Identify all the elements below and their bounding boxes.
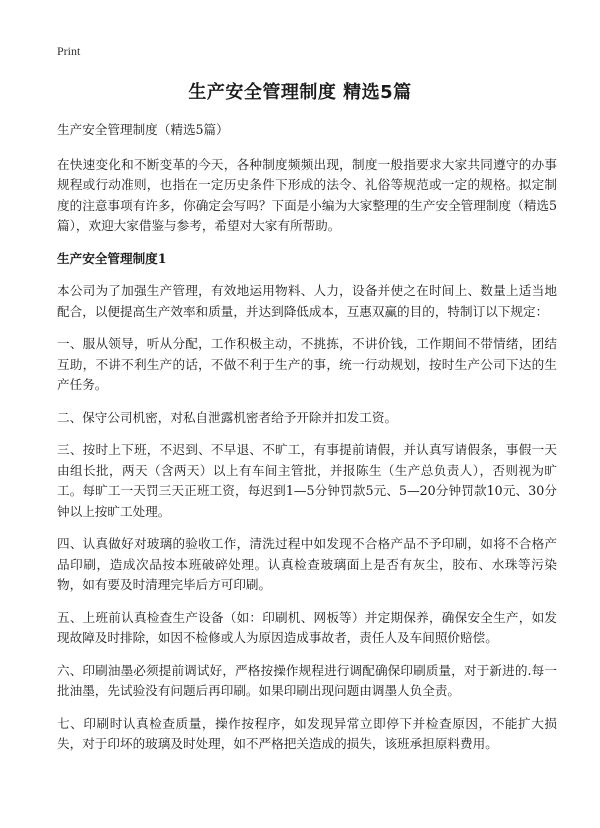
body-paragraph: 五、上班前认真检查生产设备（如：印刷机、网板等）并定期保养，确保安全生产，如发现故障及时排除，如因不检修或人为原因造成事故者，责任人及车间照价赔偿。: [57, 609, 557, 645]
print-label[interactable]: Print: [57, 44, 81, 58]
body-paragraph: 七、印刷时认真检查质量，操作按程序，如发现异常立即停下并检查原因，不能扩大损失，对于印坏的玻璃及时处理，如不严格把关造成的损失，该班承担原料费用。: [57, 715, 557, 751]
body-paragraph: 本公司为了加强生产管理，有效地运用物料、人力，设备并使之在时间上、数量上适当地配合，以便提高生产效率和质量，并达到降低成本，互惠双赢的目的，特制订以下规定：: [57, 283, 557, 319]
page-title: 生产安全管理制度 精选5篇: [188, 82, 412, 103]
body-paragraph: 二、保守公司机密，对私自泄露机密者给予开除并扣发工资。: [57, 409, 398, 425]
body-paragraph: 四、认真做好对玻璃的验收工作，清洗过程中如发现不合格产品不予印刷，如将不合格产品印刷，造成次品按本班破碎处理。认真检查玻璃面上是否有灰尘，胶布、水珠等污染物，如有要及时清理完毕后方可印刷。: [57, 536, 557, 592]
body-paragraph: 六、印刷油墨必须提前调试好，严格按操作规程进行调配确保印刷质量，对于新进的.每一批油墨，先试验没有问题后再印刷。如果印刷出现问题由调墨人负全责。: [57, 662, 557, 698]
body-paragraph: 一、服从领导，听从分配，工作积极主动，不挑拣，不讲价钱，工作期间不带情绪，团结互助，不讲不利生产的话，不做不利于生产的事，统一行动规划，按时生产公司下达的生产任务。: [57, 336, 557, 392]
document-body: [57, 120, 557, 767]
intro-paragraph: 在快速变化和不断变革的今天，各种制度频频出现，制度一般指要求大家共同遵守的办事规程或行动准则，也指在一定历史条件下形成的法令、礼俗等规范或一定的规格。拟定制度的注意事项有许多，你确定会写吗？下面是小编为大家整理的生产安全管理制度（精选5篇），欢迎大家借鉴与参考，希望对大家有所帮助。: [57, 156, 557, 233]
body-paragraph: 三、按时上下班，不迟到、不早退、不旷工，有事提前请假，并认真写请假条，事假一天由组长批，两天（含两天）以上有车间主管批，并报陈生（生产总负责人），否则视为旷工。每旷工一天罚三天正班工资，每迟到1—5分钟罚款5元、5—20分钟罚款10元、30分钟以上按旷工处理。: [57, 442, 557, 519]
section-heading: 生产安全管理制度1: [57, 250, 167, 266]
document-subtitle: 生产安全管理制度（精选5篇）: [57, 122, 229, 137]
